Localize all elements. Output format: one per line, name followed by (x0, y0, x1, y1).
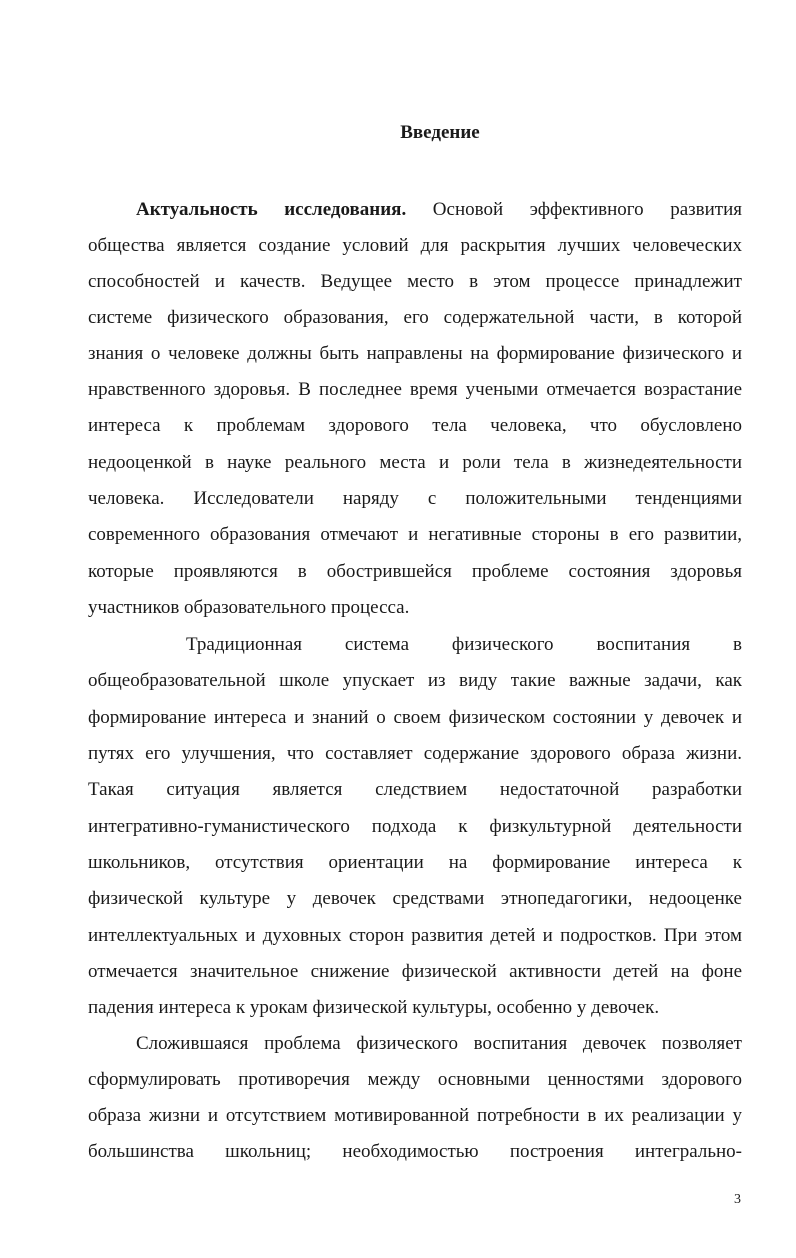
paragraph-line: Такая ситуация является следствием недостаточной разработки (88, 779, 742, 800)
paragraph-line: Сложившаяся проблема физического воспитания девочек позволяет (136, 1033, 742, 1054)
paragraph-line: отмечается значительное снижение физической активности детей на фоне (88, 961, 742, 982)
paragraph-line: образа жизни и отсутствием мотивированной потребности в их реализации у (88, 1105, 742, 1126)
paragraph-line: интегративно-гуманистического подхода к физкультурной деятельности (88, 816, 742, 837)
paragraph-line: физической культуре у девочек средствами этнопедагогики, недооценке (88, 888, 742, 909)
paragraph-line: системе физического образования, его содержательной части, в которой (88, 307, 742, 328)
paragraph-line: нравственного здоровья. В последнее время учеными отмечается возрастание (88, 379, 742, 400)
paragraph-line: знания о человеке должны быть направлены на формирование физического и (88, 343, 742, 364)
paragraph-line: формирование интереса и знаний о своем физическом состоянии у девочек и (88, 707, 742, 728)
paragraph-line: человека. Исследователи наряду с положительными тенденциями (88, 488, 742, 509)
paragraph-line: которые проявляются в обострившейся проблеме состояния здоровья (88, 561, 742, 582)
paragraph-line: способностей и качеств. Ведущее место в этом процессе принадлежит (88, 271, 742, 292)
page-title: Введение (400, 122, 480, 143)
paragraph-line (136, 198, 742, 222)
paragraph-line: интеллектуальных и духовных сторон развития детей и подростков. При этом (88, 925, 742, 946)
paragraph-line: школьников, отсутствия ориентации на формирование интереса к (88, 852, 742, 873)
paragraph-line: недооценкой в науке реального места и роли тела в жизнедеятельности (88, 452, 742, 473)
page-number: 3 (734, 1192, 741, 1207)
paragraph-line: общеобразовательной школе упускает из виду такие важные задачи, как (88, 670, 742, 691)
paragraph-line: общества является создание условий для раскрытия лучших человеческих (88, 235, 742, 256)
paragraph-line: современного образования отмечают и негативные стороны в его развитии, (88, 524, 742, 545)
paragraph-line: сформулировать противоречия между основными ценностями здорового (88, 1069, 742, 1090)
paragraph-line: участников образовательного процесса. (88, 597, 410, 618)
lead-bold-text: Актуальность исследования. (136, 199, 407, 220)
line-text: Основой эффективного развития (406, 199, 742, 220)
paragraph-line: большинства школьниц; необходимостью построения интегрально- (88, 1141, 742, 1162)
paragraph-line: интереса к проблемам здорового тела человека, что обусловлено (88, 415, 742, 436)
paragraph-line: падения интереса к урокам физической культуры, особенно у девочек. (88, 997, 660, 1018)
paragraph-line: Традиционная система физического воспитания в (186, 634, 742, 655)
paragraph-line: путях его улучшения, что составляет содержание здорового образа жизни. (88, 743, 742, 764)
